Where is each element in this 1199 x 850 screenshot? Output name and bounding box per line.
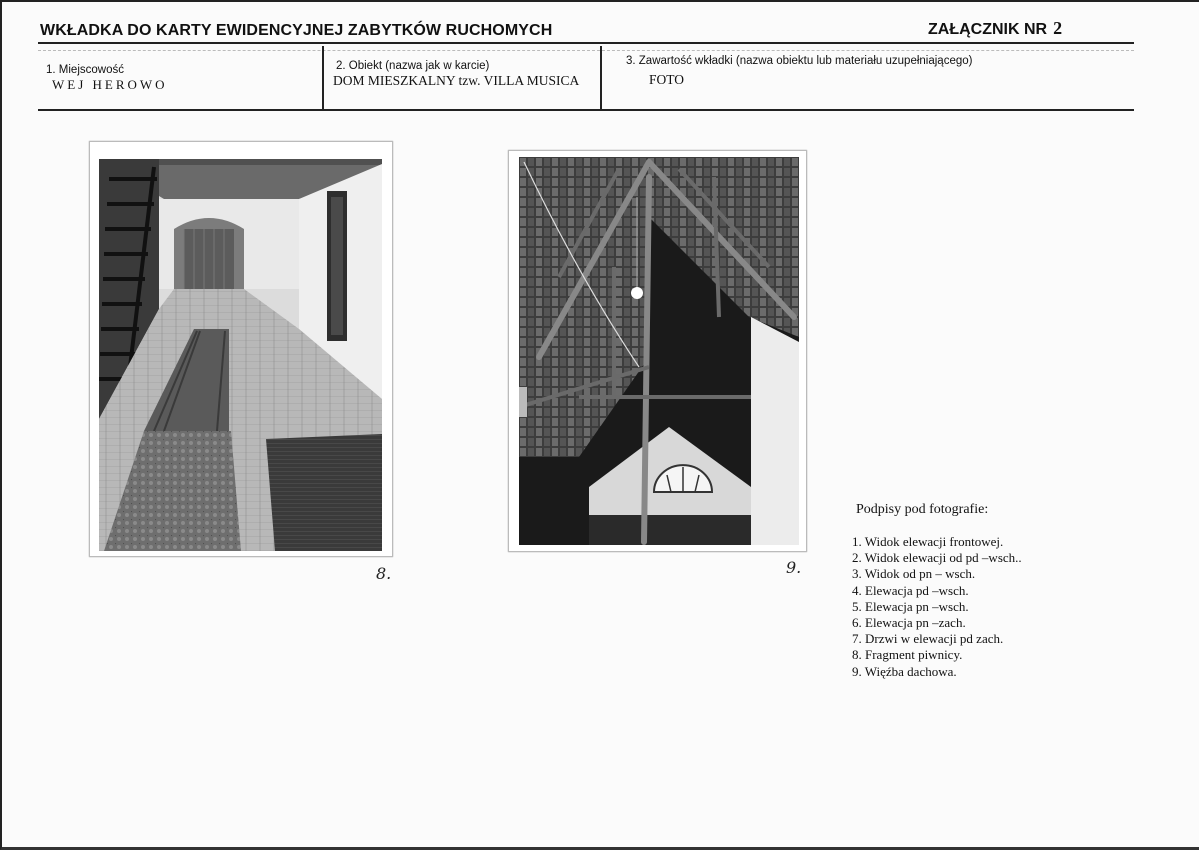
annex-label-text: ZAŁĄCZNIK NR	[928, 21, 1048, 38]
header-divider-1	[322, 46, 324, 110]
caption-item: 5. Elewacja pn –wsch.	[852, 598, 969, 614]
field-object-label: 2. Obiekt (nazwa jak w karcie)	[336, 60, 490, 72]
caption-item: 1. Widok elewacji frontowej.	[852, 534, 1004, 549]
annex-label	[928, 18, 1062, 39]
form-title: WKŁADKA DO KARTY EWIDENCYJNEJ ZABYTKÓW RUCHOMYCH	[40, 22, 553, 39]
header-bottom-rule	[38, 109, 1134, 111]
photo-9-card	[508, 150, 807, 552]
field-locality-label: 1. Miejscowość	[46, 64, 124, 76]
header-divider-2	[600, 46, 602, 110]
field-locality-value: WEJ HEROWO	[52, 77, 168, 92]
field-contents-label: 3. Zawartość wkładki (nazwa obiektu lub materiału uzupełniającego)	[626, 55, 973, 67]
photo-9-number: 9.	[786, 558, 802, 577]
header-top-rule	[38, 42, 1134, 44]
caption-item: 6. Elewacja pn –zach.	[852, 615, 966, 631]
field-object-value: DOM MIESZKALNY tzw. VILLA MUSICA	[333, 73, 580, 88]
caption-item: 7. Drzwi w elewacji pd zach.	[852, 631, 1004, 647]
field-contents-value: FOTO	[649, 72, 685, 87]
caption-item: 3. Widok od pn – wsch.	[852, 566, 976, 582]
photo-8-card	[89, 141, 393, 557]
header-dashed-rule	[38, 50, 1134, 51]
caption-item: 9. Więźba dachowa.	[852, 663, 957, 679]
caption-item: 4. Elewacja pd –wsch.	[852, 582, 969, 598]
photo-roof-truss	[519, 157, 799, 545]
captions-title: Podpisy pod fotografie:	[856, 502, 989, 517]
annex-number: 2	[1053, 18, 1063, 38]
captions-list	[852, 534, 1022, 680]
caption-item: 8. Fragment piwnicy.	[852, 647, 963, 663]
photo-cellar-corridor	[99, 159, 382, 551]
photo-8-number: 8.	[376, 564, 392, 583]
caption-item: 2. Widok elewacji od pd –wsch..	[852, 550, 1022, 566]
